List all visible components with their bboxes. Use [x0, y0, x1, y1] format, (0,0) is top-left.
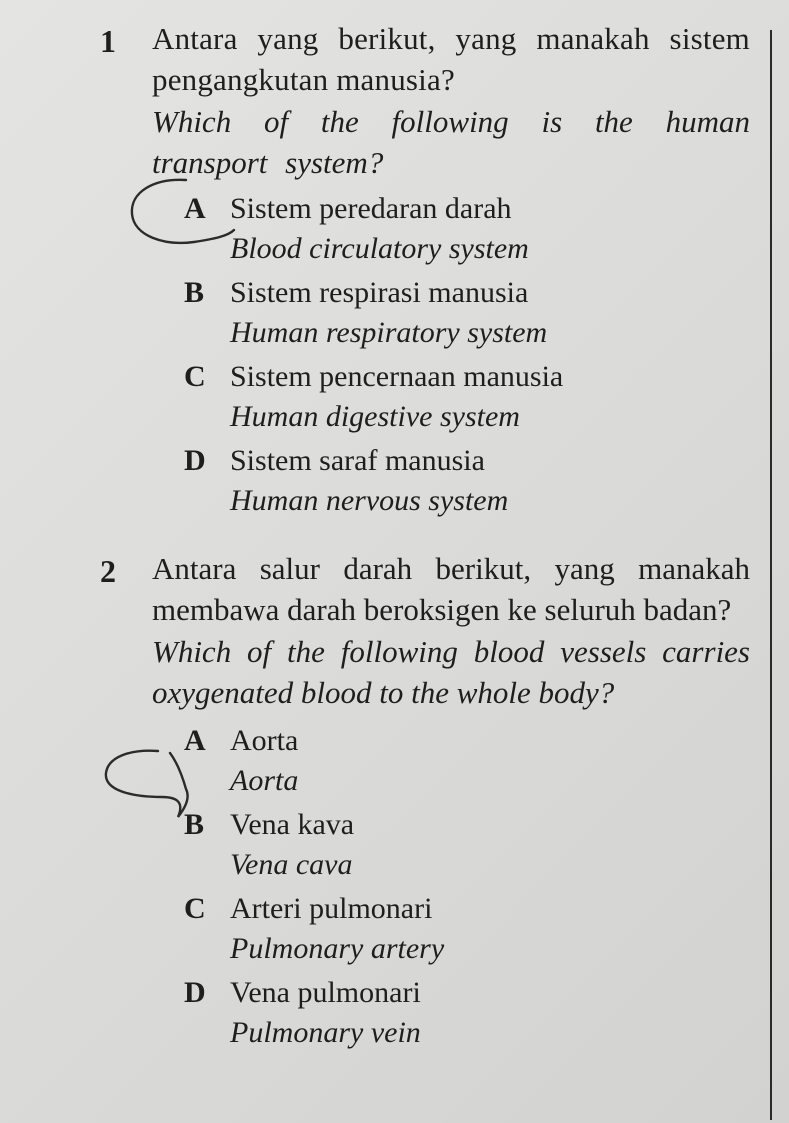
question-text — [152, 18, 750, 521]
option-letter: A — [184, 724, 206, 757]
option-a[interactable] — [184, 721, 750, 801]
question-number: 1 — [100, 23, 116, 59]
question-prompt-english: Which of the following is the human transport system? — [152, 104, 750, 180]
option-text-malay: Sistem respirasi manusia — [230, 276, 529, 309]
question-prompt-malay: Antara salur darah berikut, yang manakah membawa darah beroksigen ke seluruh badan? — [152, 551, 750, 627]
option-c[interactable] — [184, 357, 750, 437]
option-text-malay: Aorta — [230, 724, 299, 757]
question-text — [152, 548, 750, 1053]
option-b[interactable] — [184, 805, 750, 885]
option-text-malay: Vena pulmonari — [230, 976, 421, 1009]
option-b[interactable] — [184, 273, 750, 353]
option-letter: D — [184, 444, 206, 477]
page-edge-rule — [770, 30, 772, 1120]
option-text-malay: Vena kava — [230, 808, 355, 841]
option-text-english: Aorta — [230, 764, 299, 797]
option-text-english: Human respiratory system — [230, 316, 548, 349]
option-a[interactable] — [184, 189, 750, 269]
option-text-english: Pulmonary vein — [230, 1016, 421, 1049]
option-c[interactable] — [184, 889, 750, 969]
question-prompt-malay: Antara yang berikut, yang manakah sistem pengangkutan manusia? — [152, 21, 750, 97]
option-text-english: Vena cava — [230, 848, 353, 881]
option-text-english: Human digestive system — [230, 400, 520, 433]
question-prompt-english: Which of the following blood vessels carries oxygenated blood to the whole body? — [152, 634, 750, 710]
option-text-english: Blood circulatory system — [230, 232, 529, 265]
option-text-malay: Sistem saraf manusia — [230, 444, 485, 477]
question-1 — [100, 18, 750, 525]
option-d[interactable] — [184, 441, 750, 521]
option-text-malay: Arteri pulmonari — [230, 892, 433, 925]
option-text-malay: Sistem pencernaan manusia — [230, 360, 564, 393]
option-letter: B — [184, 276, 205, 309]
question-2 — [100, 548, 750, 1057]
option-text-english: Human nervous system — [230, 484, 509, 517]
option-text-english: Pulmonary artery — [230, 932, 445, 965]
option-letter: A — [184, 192, 206, 225]
option-text-malay: Sistem peredaran darah — [230, 192, 512, 225]
option-letter: C — [184, 892, 206, 925]
options-list — [184, 189, 750, 521]
option-d[interactable] — [184, 973, 750, 1053]
option-letter: C — [184, 360, 206, 393]
option-letter: D — [184, 976, 206, 1009]
options-list — [184, 721, 750, 1053]
question-number: 2 — [100, 553, 116, 589]
option-letter: B — [184, 808, 205, 841]
